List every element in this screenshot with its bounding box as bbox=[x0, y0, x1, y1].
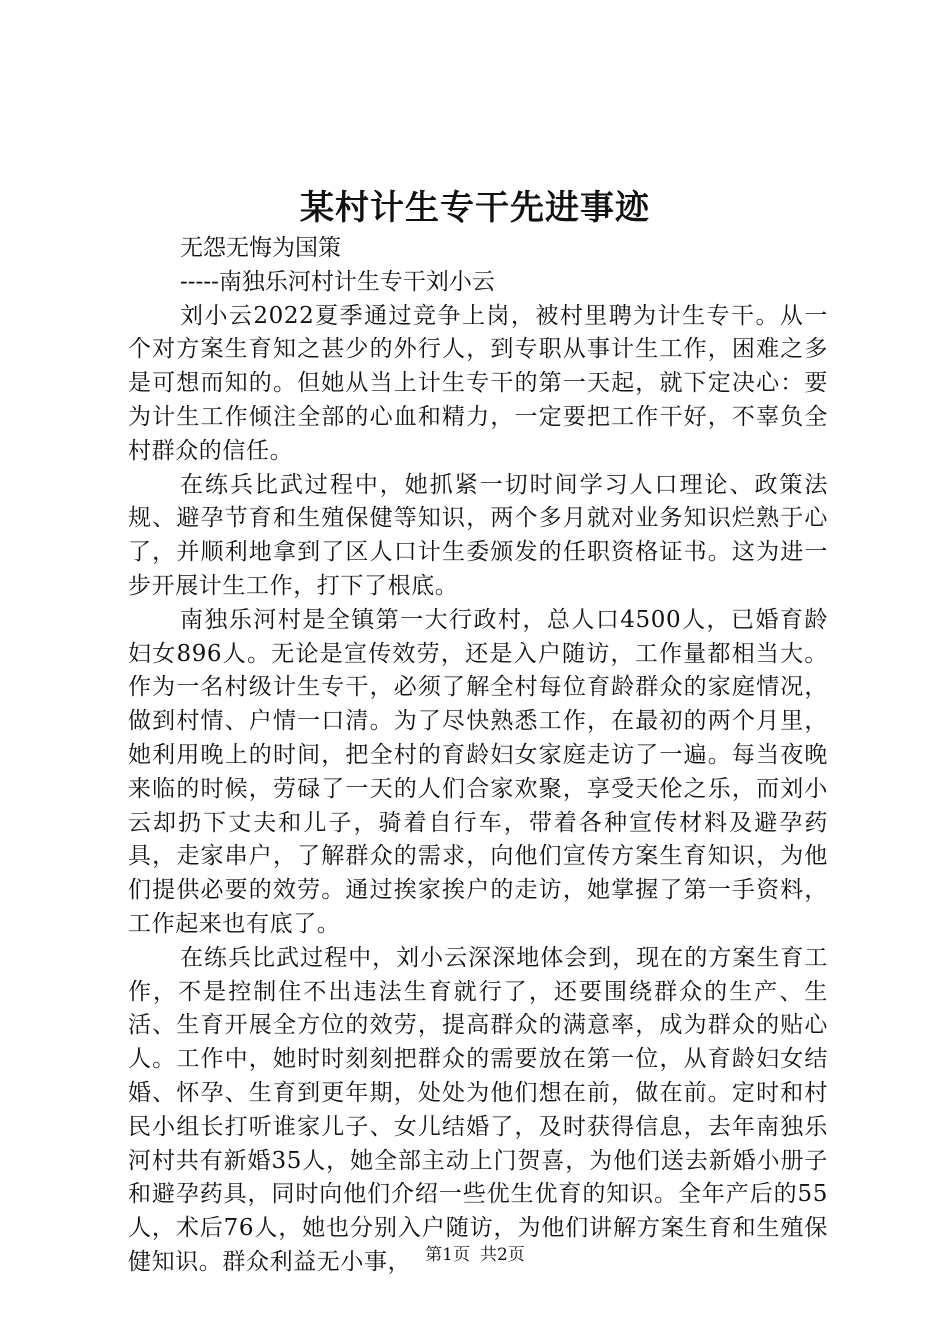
page-number: 第1页 bbox=[425, 1245, 470, 1265]
paragraph: 南独乐河村是全镇第一大行政村，总人口4500人，已婚育龄妇女896人。无论是宣传效劳，还是入户随访，工作量都相当大。作为一名村级计生专干，必须了解全村每位育龄群众的家庭情况，做到村情、户情一口清。为了尽快熟悉工作，在最初的两个月里，她利用晚上的时间，把全村的育龄妇女家庭走访了一遍。每当夜晚来临的时候，劳碌了一天的人们合家欢聚，享受天伦之乐，而刘小云却扔下丈夫和儿子，骑着自行车，带着各种宣传材料及避孕药具，走家串户，了解群众的需求，向他们宣传方案生育知识，为他们提供必要的效劳。通过挨家挨户的走访，她掌握了第一手资料，工作起来也有底了。 bbox=[128, 606, 828, 937]
document-body bbox=[128, 232, 828, 1280]
paragraph: 在练兵比武过程中，刘小云深深地体会到，现在的方案生育工作，不是控制住不出违法生育就行了，还要围绕群众的生产、生活、生育开展全方位的效劳，提高群众的满意率，成为群众的贴心人。工作中，她时时刻刻把群众的需要放在第一位，从育龄妇女结婚、怀孕、生育到更年期，处处为他们想在前，做在前。定时和村民小组长打听谁家儿子、女儿结婚了，及时获得信息，去年南独乐河村共有新婚35人，她全部主动上门贺喜，为他们送去新婚小册子和避孕药具，同时向他们介绍一些优生优育的知识。全年产后的55人，术后76人，她也分别入户随访，为他们讲解方案生育和生殖保健知识。群众利益无小事， bbox=[128, 944, 828, 1275]
document-title: 某村计生专干先进事迹 bbox=[300, 188, 650, 228]
page-footer bbox=[0, 1244, 950, 1266]
paragraph: 刘小云2022夏季通过竞争上岗，被村里聘为计生专干。从一个对方案生育知之甚少的外行人，到专职从事计生工作，困难之多是可想而知的。但她从当上计生专干的第一天起，就下定决心：要为计生工作倾注全部的心血和精力，一定要把工作干好，不辜负全村群众的信任。 bbox=[128, 302, 828, 464]
subtitle-line: 无怨无悔为国策 bbox=[180, 235, 341, 261]
page-total: 共2页 bbox=[480, 1245, 525, 1265]
paragraph: 在练兵比武过程中，她抓紧一切时间学习人口理论、政策法规、避孕节育和生殖保健等知识，两个多月就对业务知识烂熟于心了，并顺利地拿到了区人口计生委颁发的任职资格证书。这为进一步开展计生工作，打下了根底。 bbox=[128, 471, 828, 599]
author-line: -----南独乐河村计生专干刘小云 bbox=[180, 268, 495, 295]
